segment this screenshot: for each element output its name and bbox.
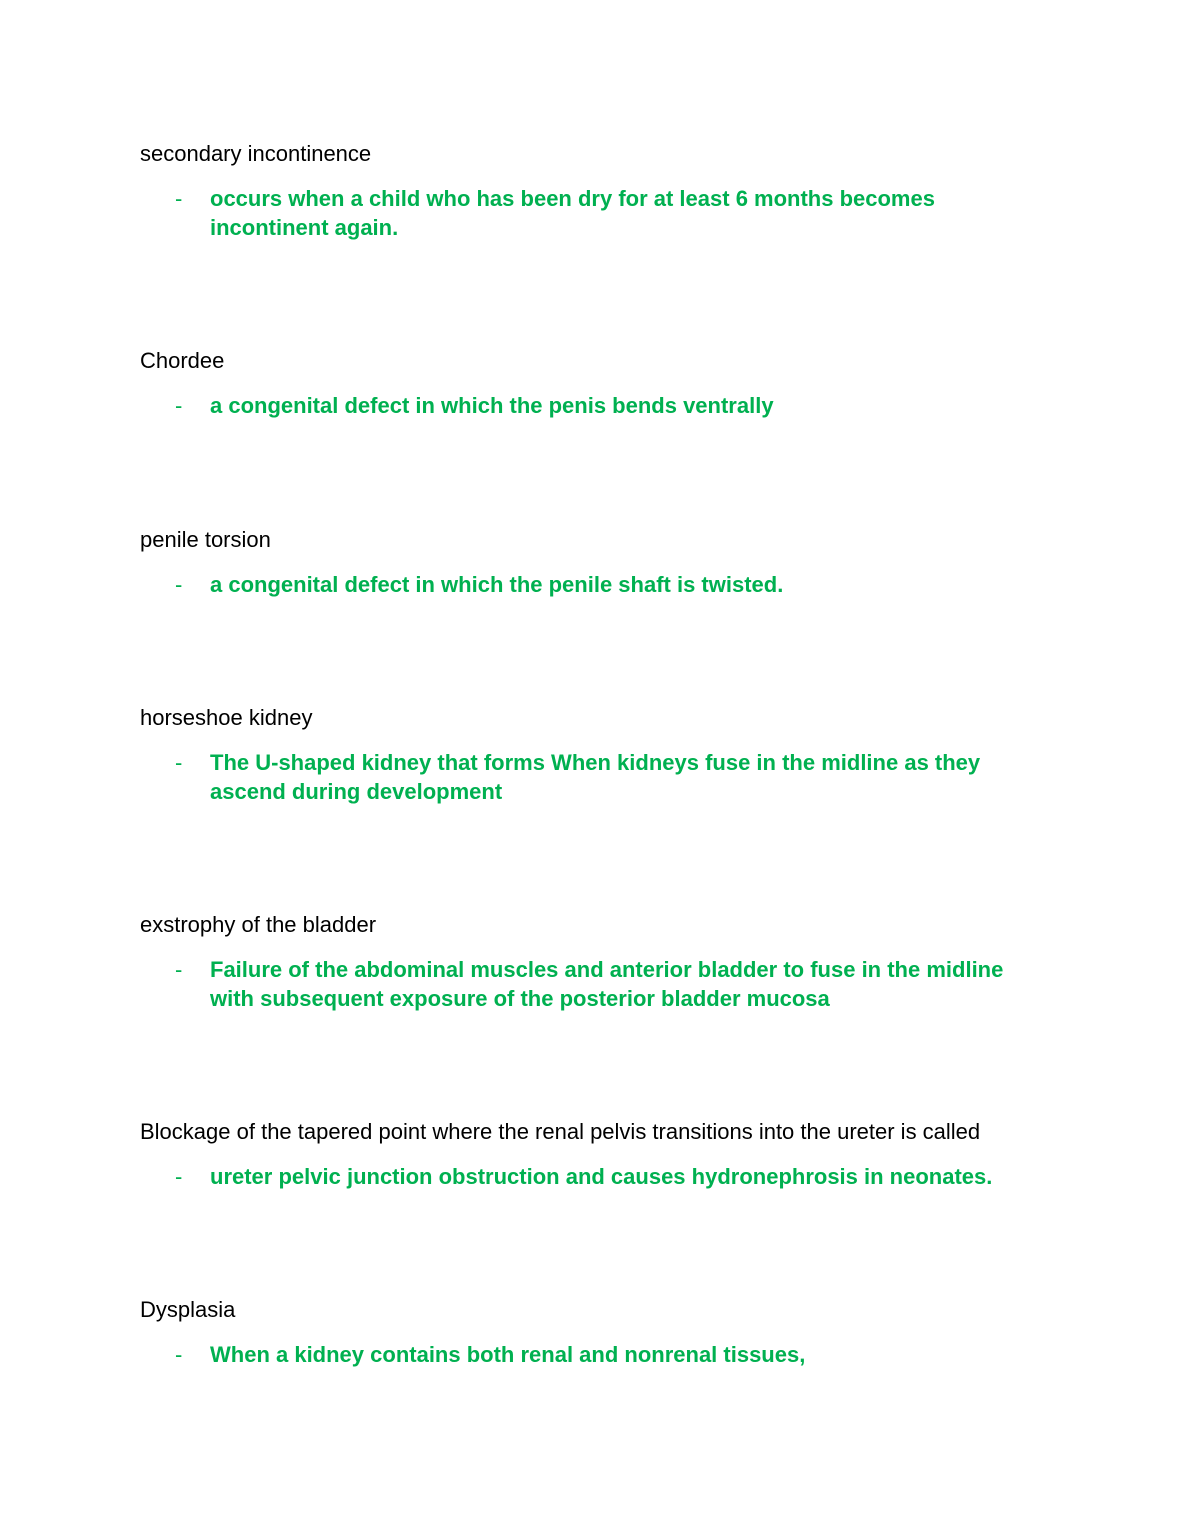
bullet-dash: - [175,1164,183,1189]
bullet-dash: - [175,750,183,775]
definition-row [140,391,1060,420]
definition: The U-shaped kidney that forms When kidneys fuse in the midline as they ascend during development [210,750,981,804]
bullet-dash: - [175,393,183,418]
entry-chordee [140,346,1060,420]
term: penile torsion [140,527,271,552]
definition-row [140,570,1060,599]
term: horseshoe kidney [140,705,313,730]
entry-horseshoe-kidney [140,703,1060,806]
definition: Failure of the abdominal muscles and anterior bladder to fuse in the midline with subsequent exposure of the posterior bladder mucosa [210,957,1004,1011]
definition: a congenital defect in which the penis bends ventrally [210,393,774,418]
term: Dysplasia [140,1297,236,1322]
term: Chordee [140,348,225,373]
definition: When a kidney contains both renal and nonrenal tissues, [210,1342,806,1367]
term: exstrophy of the bladder [140,912,377,937]
bullet-dash: - [175,1342,183,1367]
bullet-dash: - [175,186,183,211]
definition-row [140,748,1060,806]
definition-row [140,184,1060,242]
term: Blockage of the tapered point where the renal pelvis transitions into the ureter is called [140,1119,981,1144]
definition: a congenital defect in which the penile shaft is twisted. [210,572,784,597]
definition-row [140,1162,1060,1191]
bullet-dash: - [175,572,183,597]
definition-row [140,955,1060,1013]
entry-dysplasia [140,1295,1060,1369]
definition: ureter pelvic junction obstruction and causes hydronephrosis in neonates. [210,1164,993,1189]
entry-secondary-incontinence [140,139,1060,242]
term: secondary incontinence [140,141,372,166]
entry-penile-torsion [140,525,1060,599]
bullet-dash: - [175,957,183,982]
definition-row [140,1340,1060,1369]
entry-ureter-pelvic-junction-obstruction [140,1117,1060,1191]
definition: occurs when a child who has been dry for at least 6 months becomes incontinent again. [210,186,935,240]
entry-exstrophy-of-the-bladder [140,910,1060,1013]
